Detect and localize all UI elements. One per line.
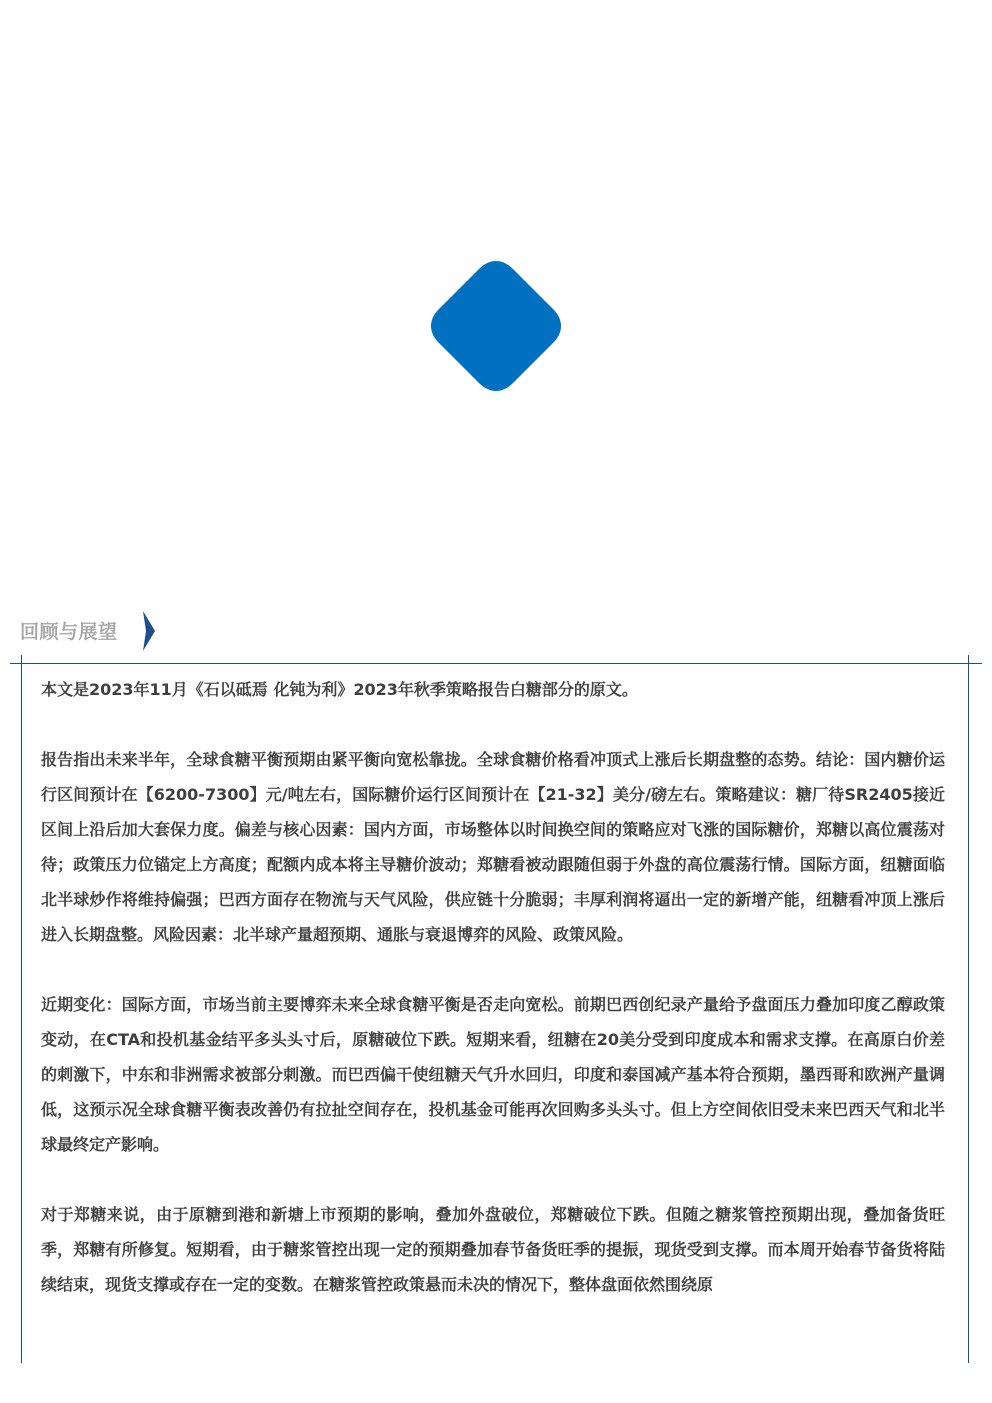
header-rule xyxy=(10,663,982,664)
summary-paragraph: 报告指出未来半年，全球食糖平衡预期由紧平衡向宽松靠拢。全球食糖价格看冲顶式上涨后长期盘整的态势。结论：国内糖价运行区间预计在【6200-7300】元/吨左右，国际糖价运行区间预计在【21-32】美分/磅左右。策略建议：糖厂待SR2405接近区间上沿后加大套保力度。偏差与核心因素：国内方面，市场整体以时间换空间的策略应对飞涨的国际糖价，郑糖以高位震荡对待；政策压力位锚定上方高度；配额内成本将主导糖价波动；郑糖看被动跟随但弱于外盘的高位震荡行情。国际方面，纽糖面临北半球炒作将维持偏强；巴西方面存在物流与天气风险，供应链十分脆弱；丰厚利润将逼出一定的新增产能，纽糖看冲顶上涨后进入长期盘整。风险因素：北半球产量超预期、通胀与衰退博弈的风险、政策风险。 xyxy=(41,750,945,944)
chevron-right-icon xyxy=(143,611,155,655)
section-title: 回顾与展望 xyxy=(20,621,118,643)
frame-right-rule xyxy=(968,655,969,1363)
report-body xyxy=(41,672,945,1337)
section-header xyxy=(20,611,220,651)
zhengzhou-sugar-paragraph: 对于郑糖来说，由于原糖到港和新塘上市预期的影响，叠加外盘破位，郑糖破位下跌。但随之糖浆管控预期出现，叠加备货旺季，郑糖有所修复。短期看，由于糖浆管控出现一定的预期叠加春节备货旺季的提振，现货受到支撑。而本周开始春节备货将陆续结束，现货支撑或存在一定的变数。在糖浆管控政策悬而未决的情况下，整体盘面依然围绕原 xyxy=(41,1205,945,1294)
diamond-logo-icon xyxy=(425,255,567,397)
recent-changes-paragraph: 近期变化：国际方面，市场当前主要博弈未来全球食糖平衡是否走向宽松。前期巴西创纪录产量给予盘面压力叠加印度乙醇政策变动，在CTA和投机基金结平多头头寸后，原糖破位下跌。短期来看，纽糖在20美分受到印度成本和需求支撑。在高原白价差的刺激下，中东和非洲需求被部分刺激。而巴西偏干使纽糖天气升水回归，印度和泰国减产基本符合预期，墨西哥和欧洲产量调低，这预示况全球食糖平衡表改善仍有拉扯空间存在，投机基金可能再次回购多头头寸。但上方空间依旧受未来巴西天气和北半球最终定产影响。 xyxy=(41,995,945,1154)
intro-paragraph: 本文是2023年11月《石以砥焉 化钝为利》2023年秋季策略报告白糖部分的原文。 xyxy=(41,680,638,699)
frame-left-rule xyxy=(21,655,22,1363)
